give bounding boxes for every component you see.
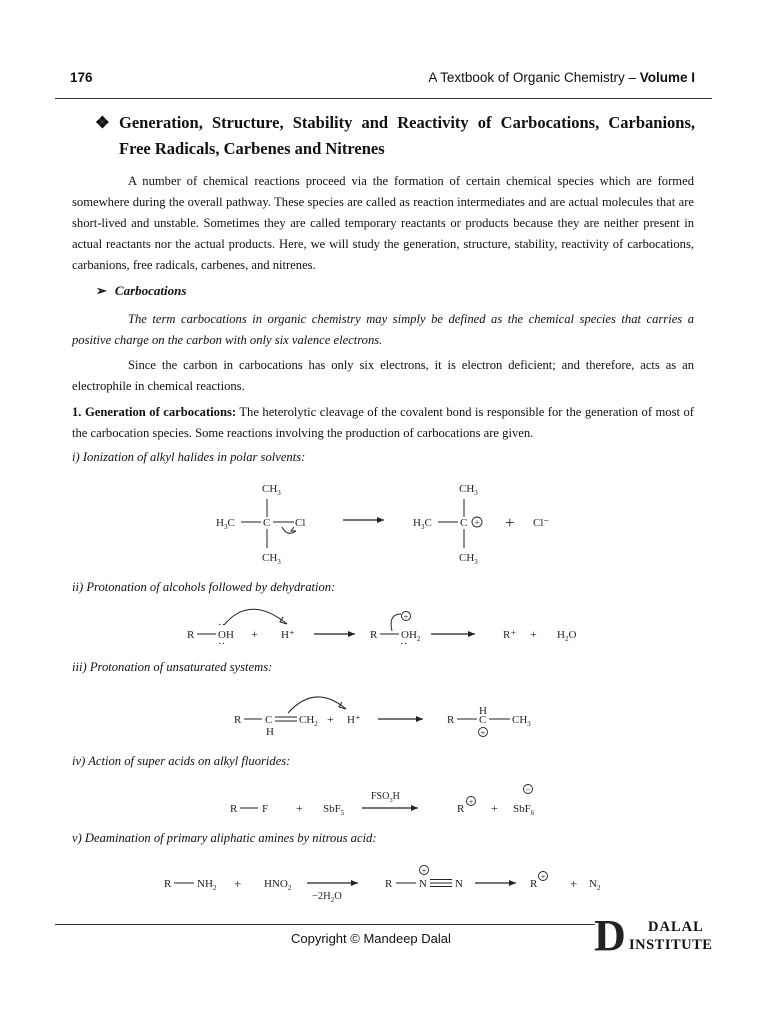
r2-curved-arrow (224, 609, 287, 625)
r2-plus-2: + (530, 627, 537, 641)
book-title (428, 70, 695, 85)
r4-positive-charge-sign: + (468, 796, 474, 807)
r1-positive-charge-sign: + (474, 517, 480, 528)
intro-paragraph: A number of chemical reactions proceed via the formation of certain chemical species which are formed somewhere during the overall pathway. These species are called as reaction intermediates and are actual molecules that are short-lived and unstable. Sometimes they are called temporary reactants or products because they are neither present in actual reactants nor the actual products. Here, we will study the generation, structure, stability, reactivity of carbocations, carbanions, free radicals, carbenes, and nitrenes. (72, 174, 694, 272)
r2-r: R (187, 629, 195, 641)
r3-h: H (266, 726, 274, 738)
r3-h-top: H (479, 705, 487, 717)
r1-right-ch3-top: $CH_3$ (459, 483, 478, 497)
r4-plus-2: + (491, 801, 498, 815)
generation-paragraph (72, 402, 694, 444)
r5-r-2: R (385, 878, 393, 890)
arrow-bullet-icon: ➢ (96, 283, 107, 298)
r2-oh2: $OH_2$ (401, 629, 421, 643)
r4-negative-charge-sign: − (525, 784, 531, 794)
carbocations-heading-text: Carbocations (114, 283, 187, 298)
copyright-text: Copyright © Mandeep Dalal (291, 931, 451, 946)
r3-reaction-arrowhead (416, 716, 423, 722)
r1-plus: + (505, 513, 515, 532)
r2-carbocation: R⁺ (503, 629, 517, 641)
r2-curved-arrow-2 (391, 614, 401, 631)
dalal-institute-logo-icon (594, 914, 628, 954)
r5-n-1: N (419, 878, 427, 890)
r1-left-cl: Cl (295, 517, 306, 529)
logo-text-institute: INSTITUTE (629, 937, 713, 953)
r5-plus-1: + (234, 876, 242, 891)
header-rule (55, 98, 712, 99)
page-number: 176 (70, 70, 93, 85)
reaction-4-scheme (0, 778, 768, 823)
r3-c: C (265, 714, 273, 726)
r4-r-2: R (457, 803, 465, 815)
r3-proton: H⁺ (347, 714, 361, 726)
r1-reaction-arrowhead (377, 517, 384, 523)
r5-n-2: N (455, 878, 463, 890)
r4-reaction-arrowhead (411, 805, 418, 811)
logo-text-dalal: DALAL (648, 919, 704, 935)
r1-left-central-c: C (263, 517, 271, 529)
r1-left-ch3-top: $CH_3$ (262, 483, 281, 497)
r2-reaction-arrowhead-2 (468, 631, 475, 637)
r3-r-2: R (447, 714, 455, 726)
r5-positive-charge-sign: + (540, 871, 546, 882)
reaction-3-scheme (0, 685, 768, 745)
r5-minus-2h2o: $-2H_2O$ (312, 891, 342, 904)
generation-label: 1. Generation of carbocations: (72, 405, 237, 419)
step-3-label: iii) Protonation of unsaturated systems: (72, 660, 273, 674)
r4-plus-1: + (296, 801, 303, 815)
r2-oxonium-charge-sign: + (403, 611, 409, 622)
carbocations-heading (96, 283, 186, 299)
r5-plus-2: + (570, 876, 578, 891)
r2-proton: H⁺ (281, 629, 295, 641)
r4-f: F (262, 803, 269, 815)
book-title-text: A Textbook of Organic Chemistry – (428, 70, 640, 85)
r1-right-central-c: C (460, 517, 468, 529)
r1-left-h3c: $H_3C$ (216, 517, 235, 531)
r2-lone-pair-2: ·· (400, 638, 408, 650)
step-2-label: ii) Protonation of alcohols followed by dehydration: (72, 580, 336, 594)
r5-hno2: $HNO_2$ (264, 878, 292, 892)
r5-n2: $N_2$ (589, 878, 601, 892)
r4-fso3h: $FSO_3H$ (371, 791, 400, 804)
r3-positive-charge-sign: + (480, 727, 486, 738)
r2-reaction-arrowhead-1 (348, 631, 355, 637)
r3-ch3: $CH_3$ (512, 714, 531, 728)
r5-nh2: $NH_2$ (197, 878, 217, 892)
section-title (95, 110, 695, 162)
r1-chloride: Cl⁻ (533, 517, 550, 529)
reaction-1-scheme (0, 475, 768, 570)
r2-lone-pair-top: ·· (218, 619, 226, 631)
page-header (70, 70, 695, 90)
step-5-label: v) Deamination of primary aliphatic amines by nitrous acid: (72, 831, 377, 845)
r1-right-h3c: $H_3C$ (413, 517, 432, 531)
r2-lone-pair-bottom: ·· (218, 638, 226, 650)
r5-diazonium-charge-sign: + (421, 865, 427, 876)
book-volume: Volume I (639, 70, 695, 85)
r2-r-2: R (370, 629, 378, 641)
r5-r-3: R (530, 878, 538, 890)
r3-c-2: C (479, 714, 487, 726)
step-4-label: iv) Action of super acids on alkyl fluorides: (72, 754, 291, 768)
logo-letter: D (594, 914, 626, 954)
step-1-label: i) Ionization of alkyl halides in polar solvents: (72, 450, 306, 464)
reaction-2-scheme (0, 600, 768, 660)
footer-rule (55, 924, 595, 925)
r1-right-ch3-bottom: $CH_3$ (459, 552, 478, 566)
r4-sbf6: SbF$_6$ (513, 803, 535, 817)
r3-curved-arrow (288, 697, 346, 713)
r5-reaction-arrowhead-2 (509, 880, 516, 886)
section-title-text: Generation, Structure, Stability and Reactivity of Carbocations, Carbanions, Free Radicals, Carbenes and Nitrenes (119, 113, 695, 158)
r3-ch2: $CH_2$ (299, 714, 318, 728)
r5-r: R (164, 878, 172, 890)
r5-reaction-arrowhead-1 (351, 880, 358, 886)
electrophile-paragraph: Since the carbon in carbocations has only six electrons, it is electron deficient; and therefore, acts as an electrophile in chemical reactions. (72, 358, 694, 393)
r2-water: $H_2O$ (557, 629, 577, 643)
r3-r: R (234, 714, 242, 726)
diamond-bullet-icon: ❖ (95, 113, 110, 132)
r2-plus-1: + (251, 627, 258, 641)
r4-sbf5: SbF$_5$ (323, 803, 345, 817)
carbocation-definition: The term carbocations in organic chemistry may simply be defined as the chemical species that carries a positive charge on the carbon with only six valence electrons. (72, 312, 694, 347)
r2-oh: OH (218, 629, 234, 641)
r3-plus: + (327, 712, 334, 726)
reaction-5-scheme (0, 858, 768, 913)
r1-left-ch3-bottom: $CH_3$ (262, 552, 281, 566)
r4-r: R (230, 803, 238, 815)
generation-text: The heterolytic cleavage of the covalent bond is responsible for the generation of most of the carbocation species. Some reactions involving the production of carbocations are given. (72, 405, 694, 440)
